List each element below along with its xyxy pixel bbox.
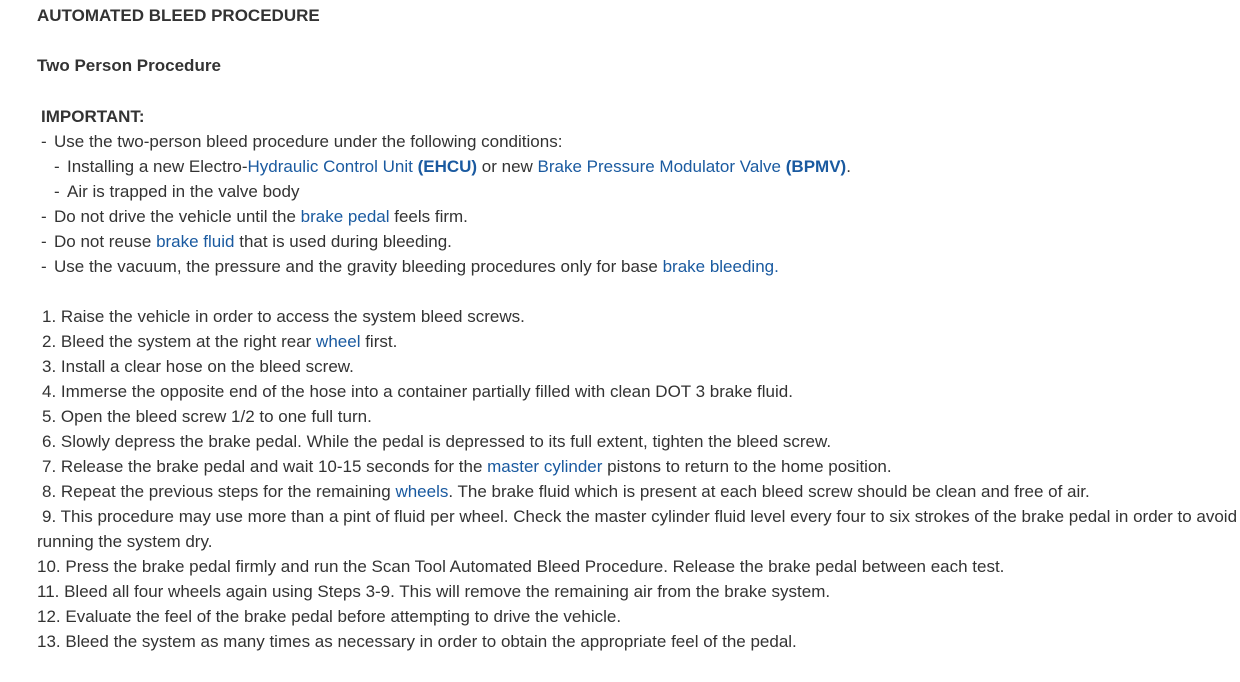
- step-7: [37, 454, 1240, 479]
- step-number: 9.: [42, 507, 57, 526]
- step-text: Slowly depress the brake pedal. While the pedal is depressed to its full extent, tighten the bleed screw.: [56, 432, 832, 451]
- important-label: IMPORTANT:: [41, 107, 145, 126]
- bullet-dash: -: [54, 157, 60, 176]
- step-text: Bleed the system at the right rear: [56, 332, 317, 351]
- ehcu-abbrev-link[interactable]: (EHCU): [417, 157, 478, 176]
- master-cylinder-link[interactable]: master cylinder: [487, 457, 603, 476]
- important-subbullet-2: [41, 179, 1231, 204]
- important-notice: [41, 104, 1231, 279]
- bullet-text: Use the vacuum, the pressure and the gravity bleeding procedures only for base: [54, 257, 663, 276]
- step-text: Release the brake pedal and wait 10-15 seconds for the: [56, 457, 488, 476]
- bullet-text: or new: [477, 157, 538, 176]
- step-5: [37, 404, 1240, 429]
- important-bullet-2: [41, 204, 1231, 229]
- bullet-text: feels firm.: [389, 207, 468, 226]
- wheels-link[interactable]: wheels: [395, 482, 449, 501]
- step-text: This procedure may use more than a pint of fluid per wheel. Check the master cylinder fluid level every four to six strokes of the brake pedal in order to avoid running the system dry.: [37, 507, 1238, 551]
- step-6: [37, 429, 1240, 454]
- step-9: [37, 504, 1240, 554]
- bullet-text: Do not drive the vehicle until the: [54, 207, 301, 226]
- bullet-dash: -: [41, 207, 47, 226]
- step-number: 3.: [42, 357, 57, 376]
- important-bullet-4: [41, 254, 1231, 279]
- bullet-text: Use the two-person bleed procedure under the following conditions:: [54, 132, 563, 151]
- step-8: [37, 479, 1240, 504]
- step-number: 1.: [42, 307, 57, 326]
- bullet-text: Installing a new Electro-: [67, 157, 248, 176]
- ehcu-link[interactable]: Hydraulic Control Unit: [247, 157, 413, 176]
- step-number: 12.: [37, 607, 61, 626]
- step-1: [37, 304, 1240, 329]
- step-text: Immerse the opposite end of the hose into a container partially filled with clean DOT 3 brake fluid.: [56, 382, 793, 401]
- step-number: 11.: [37, 582, 60, 601]
- bullet-dash: -: [41, 232, 47, 251]
- step-13: [37, 629, 1240, 654]
- step-text: first.: [360, 332, 398, 351]
- wheel-link[interactable]: wheel: [316, 332, 361, 351]
- important-bullet-3: [41, 229, 1231, 254]
- bullet-text: Air is trapped in the valve body: [67, 182, 300, 201]
- bullet-text: .: [774, 257, 779, 276]
- bullet-text: Do not reuse: [54, 232, 157, 251]
- step-text: Repeat the previous steps for the remaining: [56, 482, 396, 501]
- bullet-dash: -: [54, 182, 60, 201]
- step-text: Open the bleed screw 1/2 to one full turn.: [56, 407, 372, 426]
- step-number: 8.: [42, 482, 57, 501]
- step-number: 6.: [42, 432, 57, 451]
- important-subbullet-1: [41, 154, 1231, 179]
- step-number: 5.: [42, 407, 57, 426]
- step-10: [37, 554, 1240, 579]
- step-number: 7.: [42, 457, 57, 476]
- bpmv-link[interactable]: Brake Pressure Modulator Valve: [537, 157, 782, 176]
- step-text: Press the brake pedal firmly and run the Scan Tool Automated Bleed Procedure. Release the brake pedal between each test.: [60, 557, 1005, 576]
- bullet-dash: -: [41, 257, 47, 276]
- step-text: Install a clear hose on the bleed screw.: [56, 357, 354, 376]
- step-text: Bleed the system as many times as necessary in order to obtain the appropriate feel of the pedal.: [60, 632, 797, 651]
- step-text: Evaluate the feel of the brake pedal before attempting to drive the vehicle.: [60, 607, 622, 626]
- brake-fluid-link[interactable]: brake fluid: [156, 232, 235, 251]
- step-number: 13.: [37, 632, 61, 651]
- bullet-dash: -: [41, 132, 47, 151]
- step-text: . The brake fluid which is present at each bleed screw should be clean and free of air.: [448, 482, 1090, 501]
- step-text: pistons to return to the home position.: [602, 457, 892, 476]
- step-number: 10.: [37, 557, 61, 576]
- brake-pedal-link[interactable]: brake pedal: [300, 207, 390, 226]
- bpmv-abbrev-link[interactable]: (BPMV): [785, 157, 847, 176]
- step-number: 2.: [42, 332, 57, 351]
- procedure-steps: [37, 304, 1240, 654]
- step-4: [37, 379, 1240, 404]
- step-11: [37, 579, 1240, 604]
- step-number: 4.: [42, 382, 57, 401]
- step-3: [37, 354, 1240, 379]
- page-subtitle: Two Person Procedure: [37, 56, 221, 75]
- bullet-text: .: [846, 157, 851, 176]
- step-2: [37, 329, 1240, 354]
- important-bullet-1: [41, 129, 1231, 154]
- bullet-text: that is used during bleeding.: [234, 232, 452, 251]
- brake-bleeding-link[interactable]: brake bleeding: [662, 257, 775, 276]
- step-12: [37, 604, 1240, 629]
- step-text: Bleed all four wheels again using Steps 3-9. This will remove the remaining air from the brake system.: [59, 582, 831, 601]
- page-title: AUTOMATED BLEED PROCEDURE: [37, 6, 320, 25]
- step-text: Raise the vehicle in order to access the system bleed screws.: [56, 307, 525, 326]
